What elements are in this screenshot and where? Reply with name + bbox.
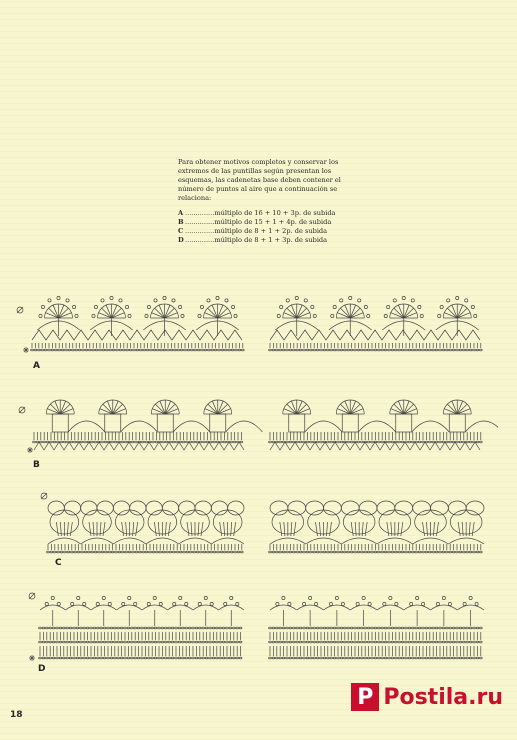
diagram-label-c: C xyxy=(55,558,62,568)
multiple-dots: .............. xyxy=(185,227,215,235)
crochet-diagram-d xyxy=(14,588,498,664)
lace-pattern-b xyxy=(14,388,498,456)
instructions-paragraph: Para obtener motivos completos y conservar los extremos de las puntillas según presentan los esquemas, las cadenetas base deben contener el número de puntos al aire que a continuación se relaciona: xyxy=(178,158,341,202)
multiple-row-a xyxy=(178,209,358,218)
lace-pattern-d xyxy=(14,588,498,664)
multiple-text: múltiplo de 8 + 1 + 2p. de subida xyxy=(214,227,328,235)
page-number: 18 xyxy=(10,710,23,720)
multiple-row-d xyxy=(178,236,358,245)
multiples-list xyxy=(178,209,358,245)
multiple-letter: D xyxy=(178,236,184,244)
multiple-letter: B xyxy=(178,218,184,226)
multiple-dots: .............. xyxy=(185,218,215,226)
multiple-letter: A xyxy=(178,209,184,217)
watermark xyxy=(351,683,503,711)
crochet-diagram-b xyxy=(14,388,498,456)
diagram-label-b: B xyxy=(33,460,40,470)
multiple-dots: .............. xyxy=(185,236,215,244)
watermark-logo-icon: P xyxy=(351,683,379,711)
multiple-dots: .............. xyxy=(185,209,215,217)
multiple-letter: C xyxy=(178,227,184,235)
instructions-block xyxy=(178,158,358,245)
multiple-text: múltiplo de 16 + 10 + 3p. de subida xyxy=(214,209,336,217)
watermark-text: Postila.ru xyxy=(383,684,503,710)
multiple-text: múltiplo de 8 + 1 + 3p. de subida xyxy=(214,236,328,244)
lace-pattern-c xyxy=(14,488,498,558)
diagram-label-a: A xyxy=(33,361,40,371)
lace-pattern-a xyxy=(14,286,498,358)
crochet-diagram-c xyxy=(14,488,498,558)
multiple-row-c xyxy=(178,227,358,236)
diagram-label-d: D xyxy=(38,664,46,674)
crochet-diagram-a xyxy=(14,286,498,358)
multiple-text: múltiplo de 15 + 1 + 4p. de subida xyxy=(214,218,332,226)
multiple-row-b xyxy=(178,218,358,227)
